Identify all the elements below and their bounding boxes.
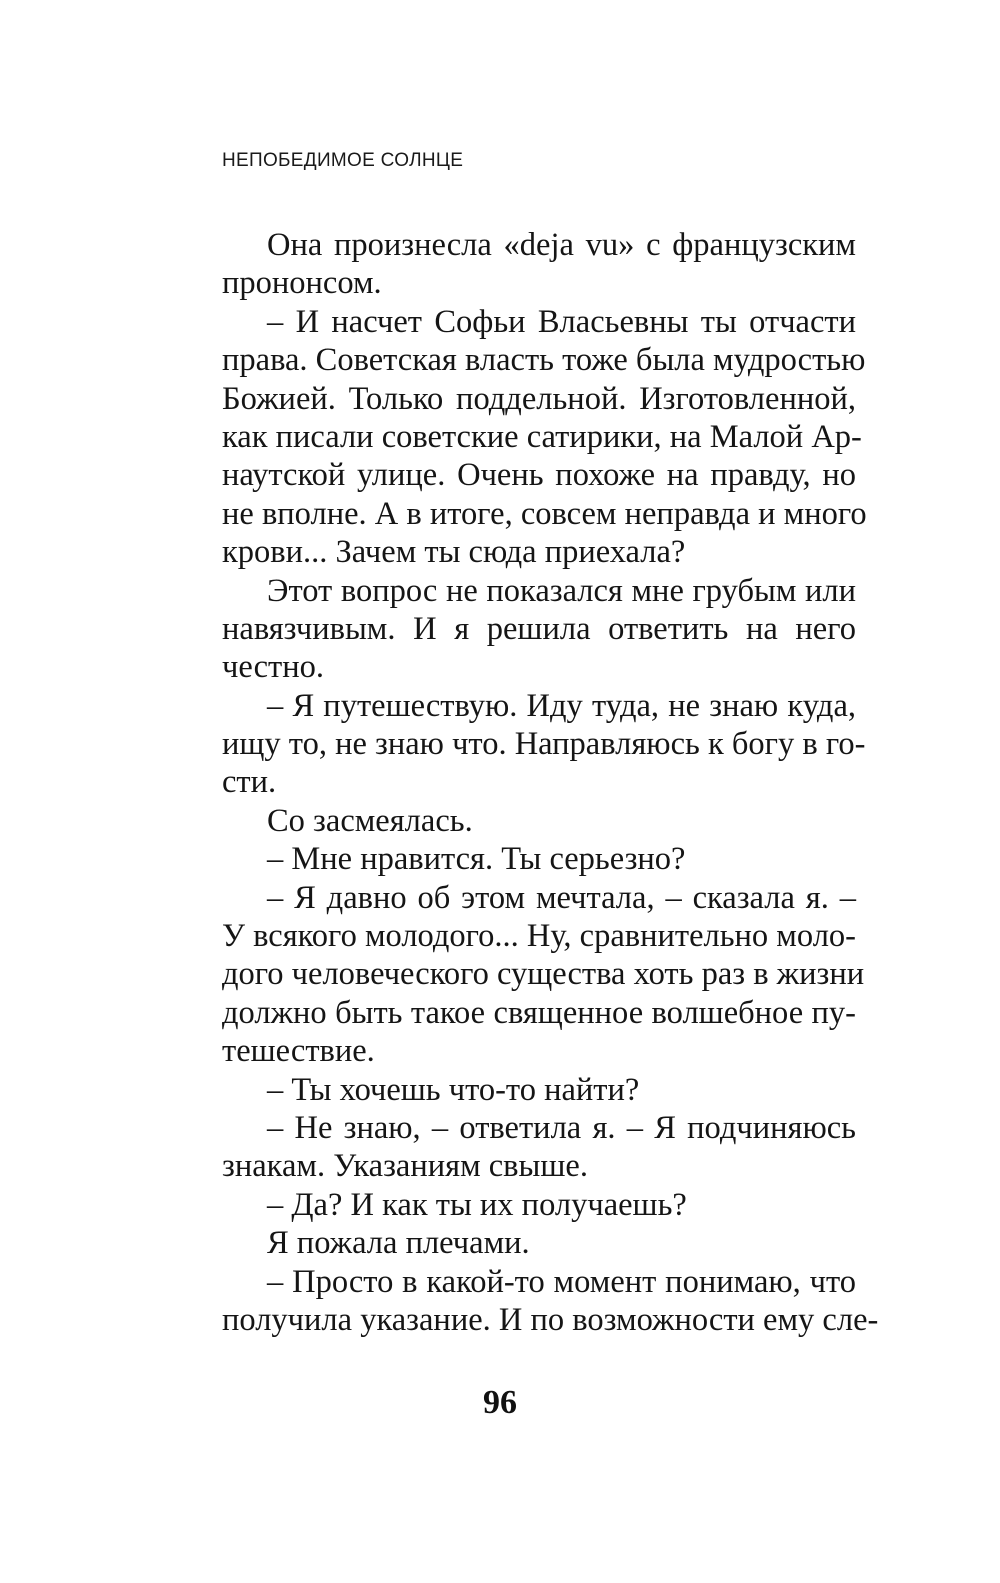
text-line: Этот вопрос не показался мне грубым или: [267, 572, 856, 609]
page-number: 96: [483, 1384, 517, 1421]
text-line: – Не знаю, – ответила я. – Я подчиняюсь: [267, 1109, 856, 1146]
text-line: крови... Зачем ты сюда приехала?: [222, 534, 686, 571]
text-line: – Ты хочешь что-то найти?: [267, 1071, 640, 1108]
text-line: права. Советская власть тоже была мудростью: [222, 342, 866, 379]
text-line: знакам. Указаниям свыше.: [222, 1148, 588, 1185]
text-line: Со засмеялась.: [267, 802, 473, 839]
text-line: сти.: [222, 764, 277, 801]
text-line: наутской улице. Очень похоже на правду, но: [222, 457, 856, 494]
text-line: – Я путешествую. Иду туда, не знаю куда,: [267, 687, 856, 724]
text-line: – Просто в какой-то момент понимаю, что: [267, 1263, 856, 1300]
text-line: дого человеческого существа хоть раз в жизни: [222, 956, 865, 993]
text-line: – Мне нравится. Ты серьезно?: [267, 841, 686, 878]
text-line: тешествие.: [222, 1033, 375, 1070]
text-line: навязчивым. И я решила ответить на него: [222, 610, 856, 647]
text-line: – Да? И как ты их получаешь?: [267, 1186, 687, 1223]
text-line: ищу то, не знаю что. Направляюсь к богу в го-: [222, 726, 866, 763]
text-line: Она произнесла «deja vu» с французским: [267, 227, 856, 263]
text-line: У всякого молодого... Ну, сравнительно моло-: [222, 918, 856, 955]
text-line: честно.: [222, 649, 324, 686]
text-line: – И насчет Софьи Власьевны ты отчасти: [267, 303, 856, 340]
text-line: не вполне. А в итоге, совсем неправда и много: [222, 495, 867, 532]
text-line: получила указание. И по возможности ему сле-: [222, 1301, 879, 1338]
text-line: как писали советские сатирики, на Малой Ар-: [222, 418, 862, 455]
text-line: Божией. Только поддельной. Изготовленной,: [222, 380, 856, 417]
running-head: НЕПОБЕДИМОЕ СОЛНЦЕ: [222, 150, 464, 171]
body-text: [222, 226, 879, 1339]
text-line: Я пожала плечами.: [267, 1225, 530, 1262]
text-line: – Я давно об этом мечтала, – сказала я. –: [267, 879, 856, 916]
text-line: прононсом.: [222, 265, 382, 302]
text-line: должно быть такое священное волшебное пу-: [222, 994, 856, 1031]
